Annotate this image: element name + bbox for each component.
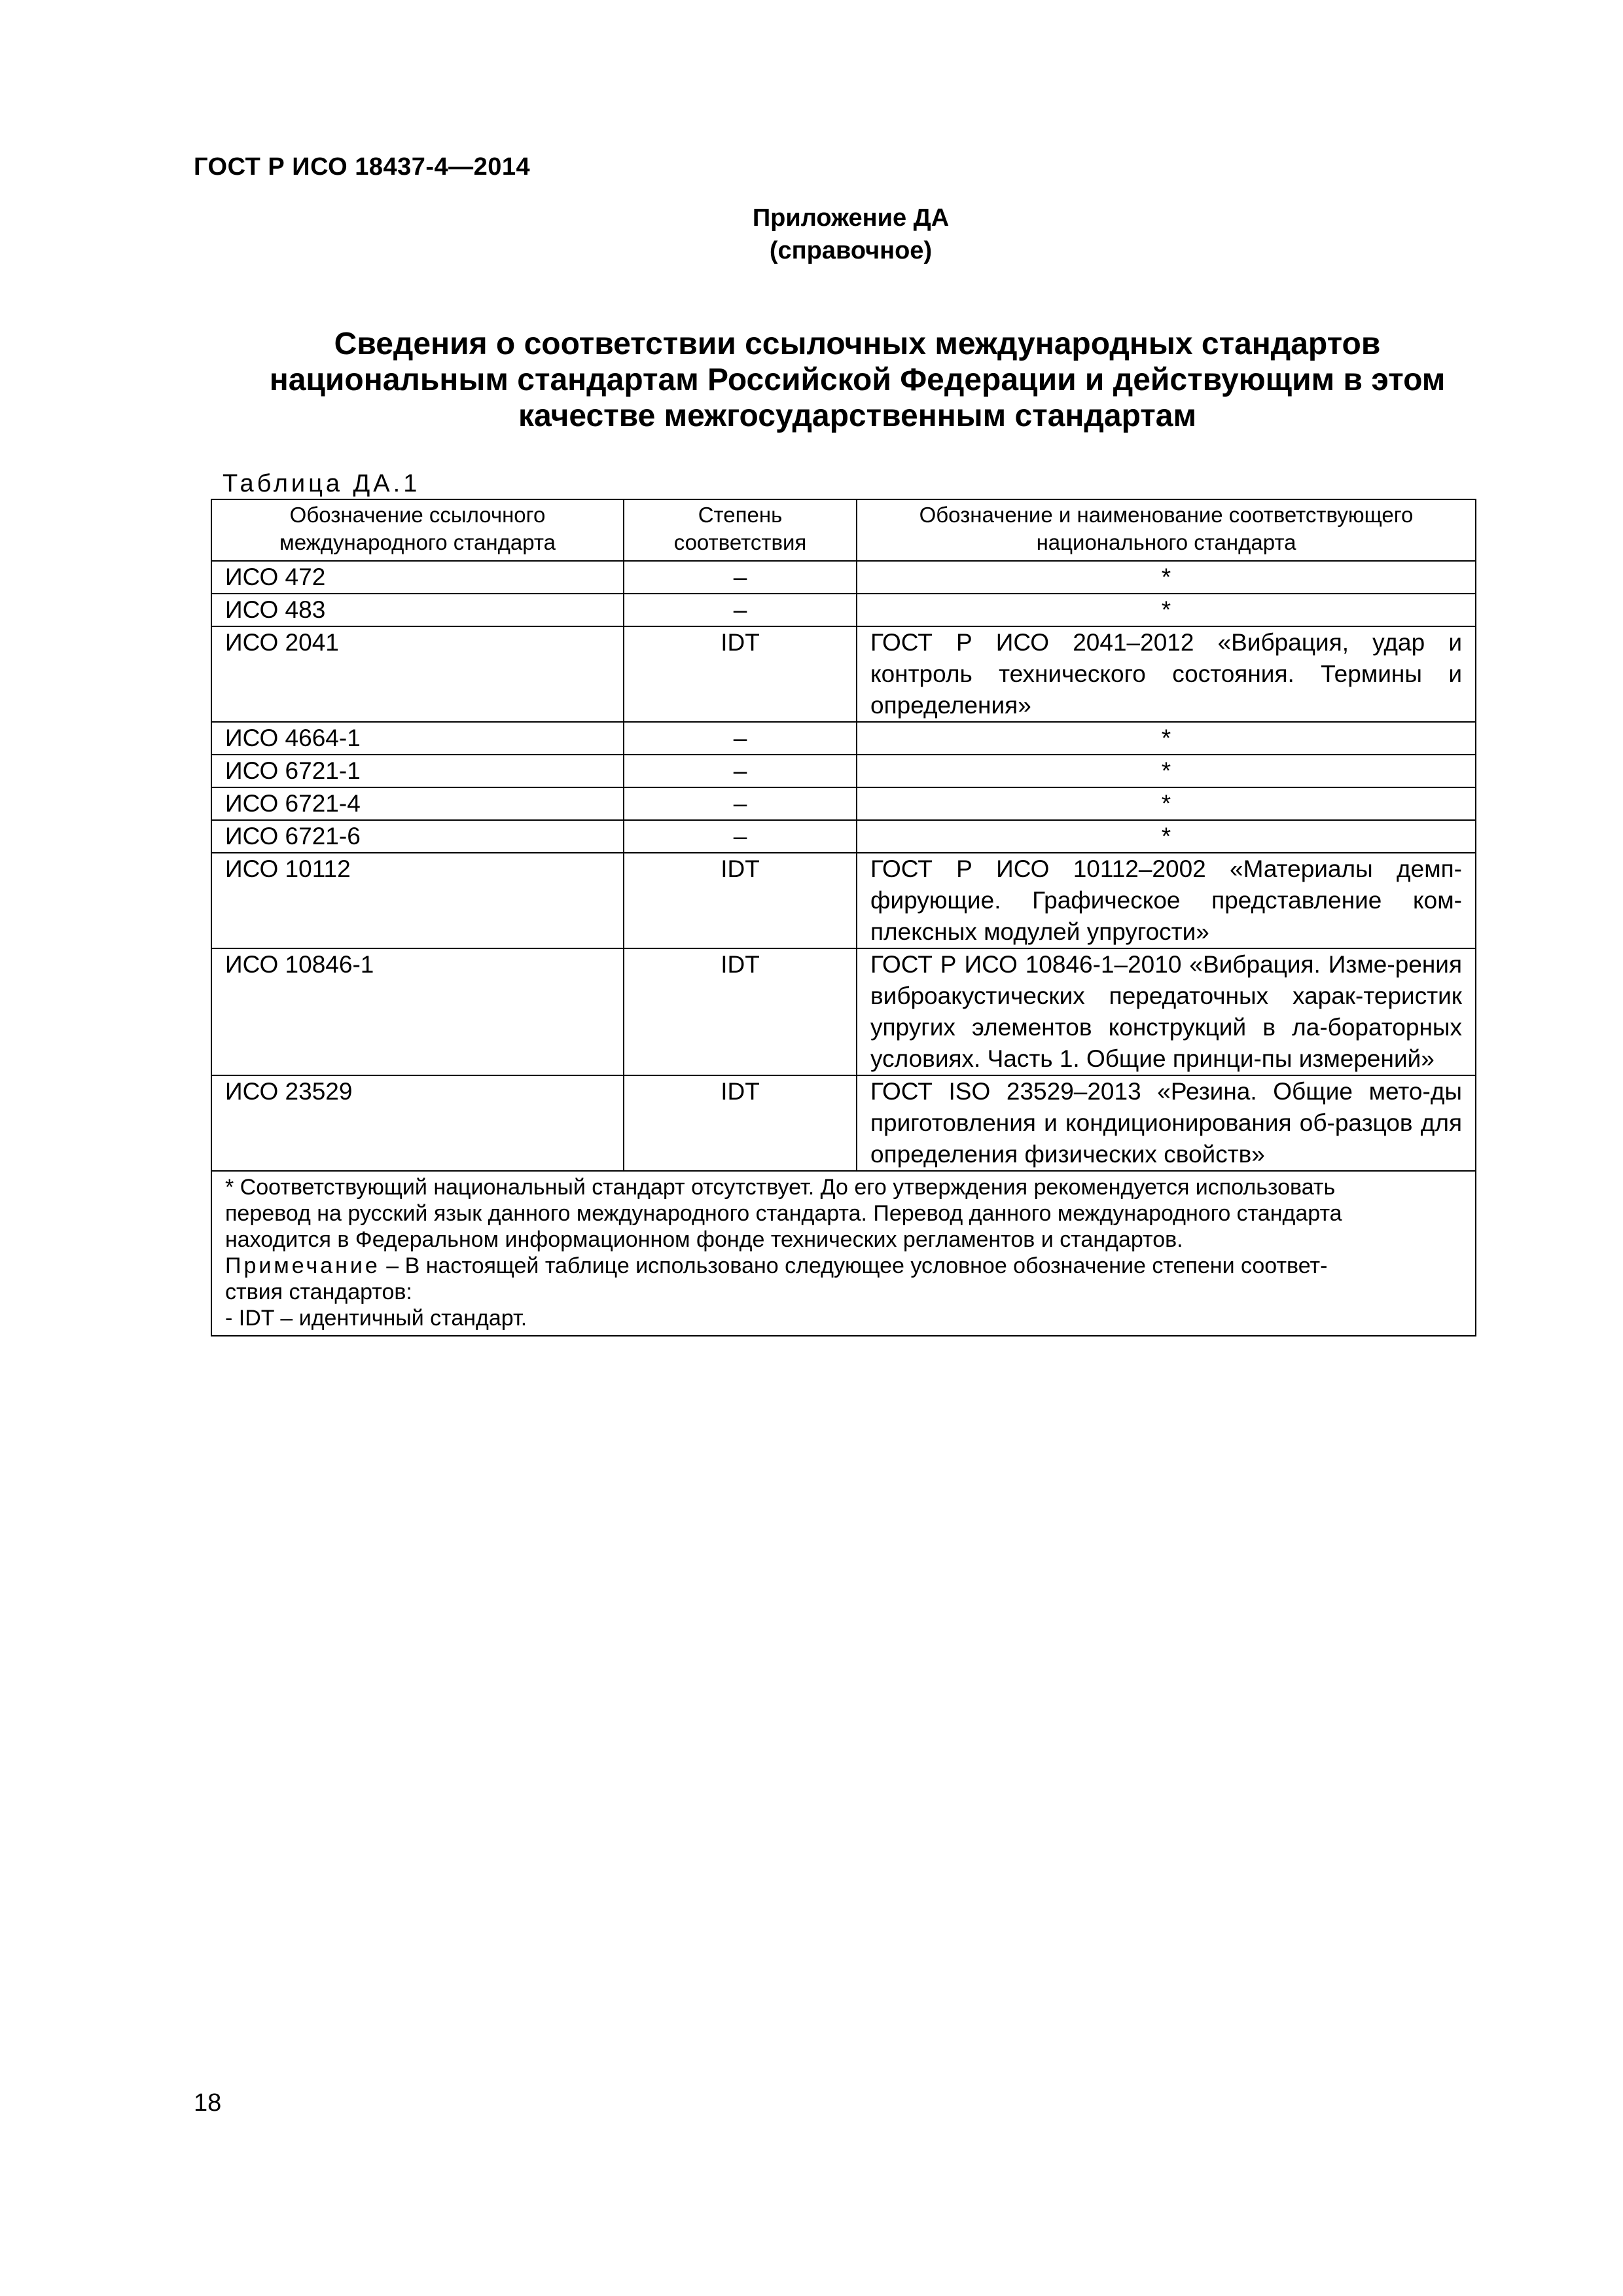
- note-label: Примечание: [225, 1253, 380, 1278]
- footnote-line-3: находится в Федеральном информационном фонде технических регламентов и стандартов.: [225, 1227, 1183, 1252]
- header-col1-line-2: международного стандарта: [279, 530, 556, 554]
- header-col2-line-2: соответствия: [673, 530, 807, 554]
- row-degree: –: [624, 594, 857, 626]
- row-degree: –: [624, 787, 857, 820]
- row-degree: –: [624, 755, 857, 787]
- header-national-standard: [857, 499, 1476, 561]
- header-degree: [624, 499, 857, 561]
- header-col2-line-1: Степень: [698, 503, 783, 527]
- row-designation: ИСО 23529: [211, 1075, 624, 1171]
- footnote-line-2: перевод на русский язык данного международного стандарта. Перевод данного международного стандарта: [225, 1201, 1342, 1226]
- table-row: [211, 787, 1476, 820]
- table-row: [211, 561, 1476, 594]
- correspondence-table: [211, 499, 1476, 1336]
- row-designation: ИСО 472: [211, 561, 624, 594]
- table-footnote-row: [211, 1171, 1476, 1336]
- note-text-1: – В настоящей таблице использовано следующее условное обозначение степени соответ-: [380, 1253, 1328, 1278]
- table-row: [211, 1075, 1476, 1171]
- header-col3-line-1: Обозначение и наименование соответствующего: [919, 503, 1414, 527]
- table-row: [211, 948, 1476, 1075]
- appendix-subtitle: (справочное): [769, 237, 933, 264]
- table-row: [211, 626, 1476, 722]
- table-row: [211, 594, 1476, 626]
- row-designation: ИСО 4664-1: [211, 722, 624, 755]
- row-degree: IDT: [624, 948, 857, 1075]
- row-designation: ИСО 6721-1: [211, 755, 624, 787]
- table-row: [211, 755, 1476, 787]
- row-designation: ИСО 10112: [211, 853, 624, 948]
- row-degree: –: [624, 820, 857, 853]
- document-title-line-3: качестве межгосударственным стандартам: [518, 399, 1196, 433]
- footnote-line-1: * Соответствующий национальный стандарт отсутствует. До его утверждения рекомендуется использовать: [225, 1175, 1336, 1200]
- table-row: [211, 820, 1476, 853]
- row-national-standard: *: [857, 755, 1476, 787]
- table-caption: Таблица ДА.1: [223, 470, 421, 497]
- row-designation: ИСО 2041: [211, 626, 624, 722]
- header-col3-line-2: национального стандарта: [1036, 530, 1296, 554]
- row-national-standard: *: [857, 787, 1476, 820]
- page-number: 18: [194, 2089, 222, 2117]
- table-footnote: [211, 1171, 1476, 1336]
- table-header-row: [211, 499, 1476, 561]
- row-designation: ИСО 10846-1: [211, 948, 624, 1075]
- row-degree: –: [624, 722, 857, 755]
- table-row: [211, 722, 1476, 755]
- row-national-standard: *: [857, 561, 1476, 594]
- document-title-line-1: Сведения о соответствии ссылочных международных стандартов: [334, 327, 1381, 361]
- row-degree: IDT: [624, 626, 857, 722]
- row-national-standard: *: [857, 820, 1476, 853]
- note-line-3: - IDT – идентичный стандарт.: [225, 1306, 527, 1331]
- row-degree: IDT: [624, 853, 857, 948]
- row-national-standard: ГОСТ Р ИСО 10846-1–2010 «Вибрация. Изме-рения виброакустических передаточных харак-теристик упругих элементов конструкций в ла-бораторных условиях. Часть 1. Общие принци-пы измерений»: [857, 948, 1476, 1075]
- row-designation: ИСО 483: [211, 594, 624, 626]
- row-national-standard: ГОСТ Р ИСО 2041–2012 «Вибрация, удар и контроль технического состояния. Термины и определения»: [857, 626, 1476, 722]
- appendix-title: Приложение ДА: [752, 204, 950, 232]
- row-national-standard: *: [857, 722, 1476, 755]
- row-national-standard: ГОСТ ISO 23529–2013 «Резина. Общие мето-ды приготовления и кондиционирования об-разцов для определения физических свойств»: [857, 1075, 1476, 1171]
- note-line-2: ствия стандартов:: [225, 1280, 412, 1304]
- row-designation: ИСО 6721-4: [211, 787, 624, 820]
- row-degree: –: [624, 561, 857, 594]
- row-degree: IDT: [624, 1075, 857, 1171]
- document-title-line-2: национальным стандартам Российской Федерации и действующим в этом: [269, 363, 1446, 397]
- note-line-1: [225, 1253, 1462, 1279]
- table-row: [211, 853, 1476, 948]
- header-col1-line-1: Обозначение ссылочного: [289, 503, 546, 527]
- row-national-standard: *: [857, 594, 1476, 626]
- header-international-designation: [211, 499, 624, 561]
- row-designation: ИСО 6721-6: [211, 820, 624, 853]
- standard-header: ГОСТ Р ИСО 18437-4—2014: [194, 153, 531, 181]
- row-national-standard: ГОСТ Р ИСО 10112–2002 «Материалы демп-фирующие. Графическое представление ком-плексных модулей упругости»: [857, 853, 1476, 948]
